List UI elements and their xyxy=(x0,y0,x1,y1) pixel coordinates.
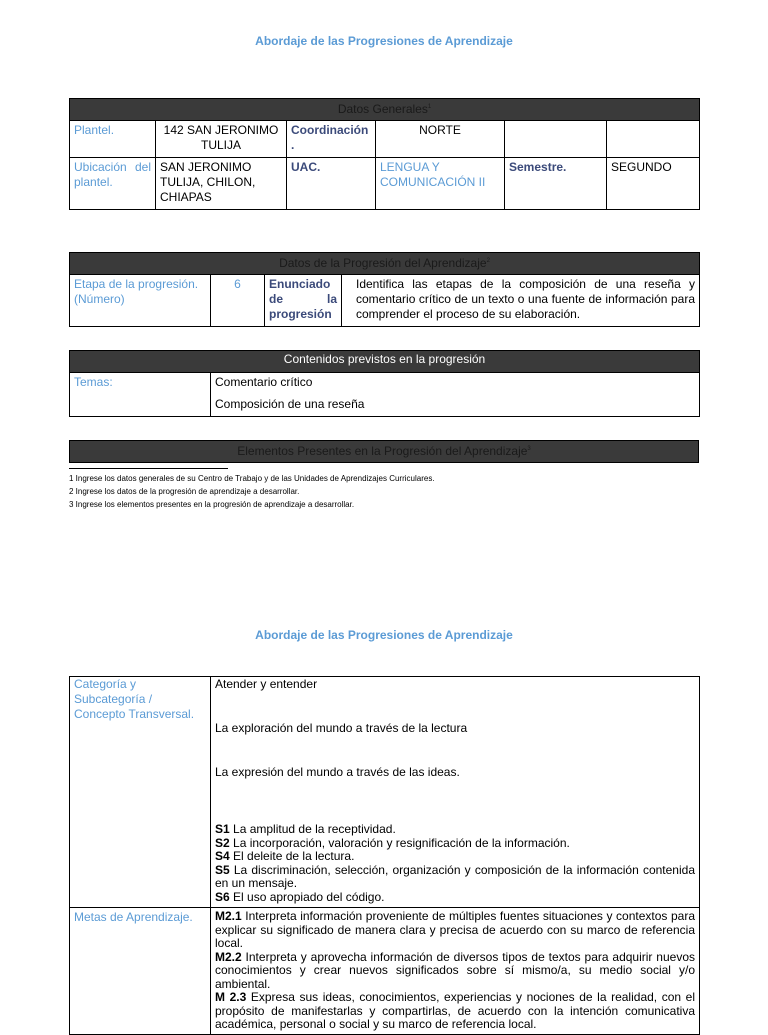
categoria-content xyxy=(211,677,700,908)
plantel-value: 142 SAN JERONIMO TULIJA xyxy=(156,121,287,158)
coordinacion-label: Coordinación . xyxy=(287,121,376,158)
footnotes xyxy=(69,472,435,511)
temas-label: Temas: xyxy=(70,373,211,417)
empty-cell xyxy=(505,121,607,158)
subcategoria-item: S5 La discriminación, selección, organización y composición de la información contenida en un mensaje. xyxy=(215,862,695,890)
subcategoria-item: S1 La amplitud de la receptividad. xyxy=(215,822,396,836)
page2-title: Abordaje de las Progresiones de Aprendizaje xyxy=(255,628,513,642)
footnote: 2 Ingrese los datos de la progresión de aprendizaje a desarrollar. xyxy=(69,487,300,496)
metas-label: Metas de Aprendizaje. xyxy=(70,908,211,1035)
datos-progresion-header: Datos de la Progresión del Aprendizaje$^2$ xyxy=(70,253,700,275)
semestre-value: SEGUNDO xyxy=(607,158,700,210)
subcategoria-item: S2 La incorporación, valoración y resignificación de la información. xyxy=(215,835,570,850)
elementos-table xyxy=(69,440,699,463)
plantel-label: Plantel. xyxy=(70,121,156,158)
subcategoria-item: S6 El uso apropiado del código. xyxy=(215,889,385,904)
metas-content xyxy=(211,908,700,1035)
categoria-line: La expresión del mundo a través de las ideas. xyxy=(215,765,460,779)
page-title: Abordaje de las Progresiones de Aprendizaje xyxy=(255,34,513,48)
empty-cell xyxy=(607,121,700,158)
categoria-line: Atender y entender xyxy=(215,677,318,691)
contenidos-header: Contenidos previstos en la progresión xyxy=(70,351,700,373)
footnote-rule xyxy=(69,468,228,469)
meta-item: M2.2 Interpreta y aprovecha información de diversos tipos de textos para adquirir nuevos conocimientos y crear nuevos significados sobre sí mismo/a, su medio social y/o ambiental. xyxy=(215,949,695,991)
ubicacion-label: Ubicación del plantel. xyxy=(70,158,156,210)
footnote: 1 Ingrese los datos generales de su Centro de Trabajo y de las Unidades de Aprendizajes Curriculares. xyxy=(69,474,435,483)
categoria-metas-table xyxy=(69,676,700,1035)
datos-generales-table xyxy=(69,98,700,210)
datos-progresion-table xyxy=(69,252,700,327)
semestre-label: Semestre. xyxy=(505,158,607,210)
etapa-value: 6 xyxy=(211,275,265,327)
subcategoria-item: S4 El deleite de la lectura. xyxy=(215,849,355,863)
datos-generales-header: Datos Generales$^1$ xyxy=(70,99,700,121)
categoria-line: La exploración del mundo a través de la lectura xyxy=(215,721,468,735)
temas-list xyxy=(211,373,700,417)
tema-item: Composición de una reseña xyxy=(215,397,365,411)
ubicacion-value: SAN JERONIMO TULIJA, CHILON, CHIAPAS xyxy=(156,158,287,210)
enunciado-label: Enunciado de la progresión xyxy=(265,275,342,327)
elementos-header: Elementos Presentes en la Progresión del Aprendizaje$^3$ xyxy=(70,441,699,463)
contenidos-table xyxy=(69,350,700,417)
tema-item: Comentario crítico xyxy=(215,375,313,389)
enunciado-value: Identifica las etapas de la composición de una reseña y comentario crítico de un texto o una fuente de información para comprender el proceso de su elaboración. xyxy=(342,275,700,327)
coordinacion-value: NORTE xyxy=(376,121,505,158)
footnote: 3 Ingrese los elementos presentes en la progresión de aprendizaje a desarrollar. xyxy=(69,500,355,509)
meta-item: M2.1 Interpreta información proveniente de múltiples fuentes situaciones y contextos para explicar su significado de manera clara y precisa de acuerdo con su marco de referencia local. xyxy=(215,909,695,950)
meta-item: M 2.3 Expresa sus ideas, conocimientos, experiencias y nociones de la realidad, con el propósito de manifestarlas y compartirlas, de acuerdo con la intención comunicativa académica, personal o social y su marco de referencia local. xyxy=(215,990,696,1031)
etapa-label: Etapa de la progresión. (Número) xyxy=(70,275,211,327)
uac-value: LENGUA Y COMUNICACIÓN II xyxy=(376,158,505,210)
categoria-label: Categoría y Subcategoría / Concepto Transversal. xyxy=(70,677,211,908)
uac-label: UAC. xyxy=(287,158,376,210)
